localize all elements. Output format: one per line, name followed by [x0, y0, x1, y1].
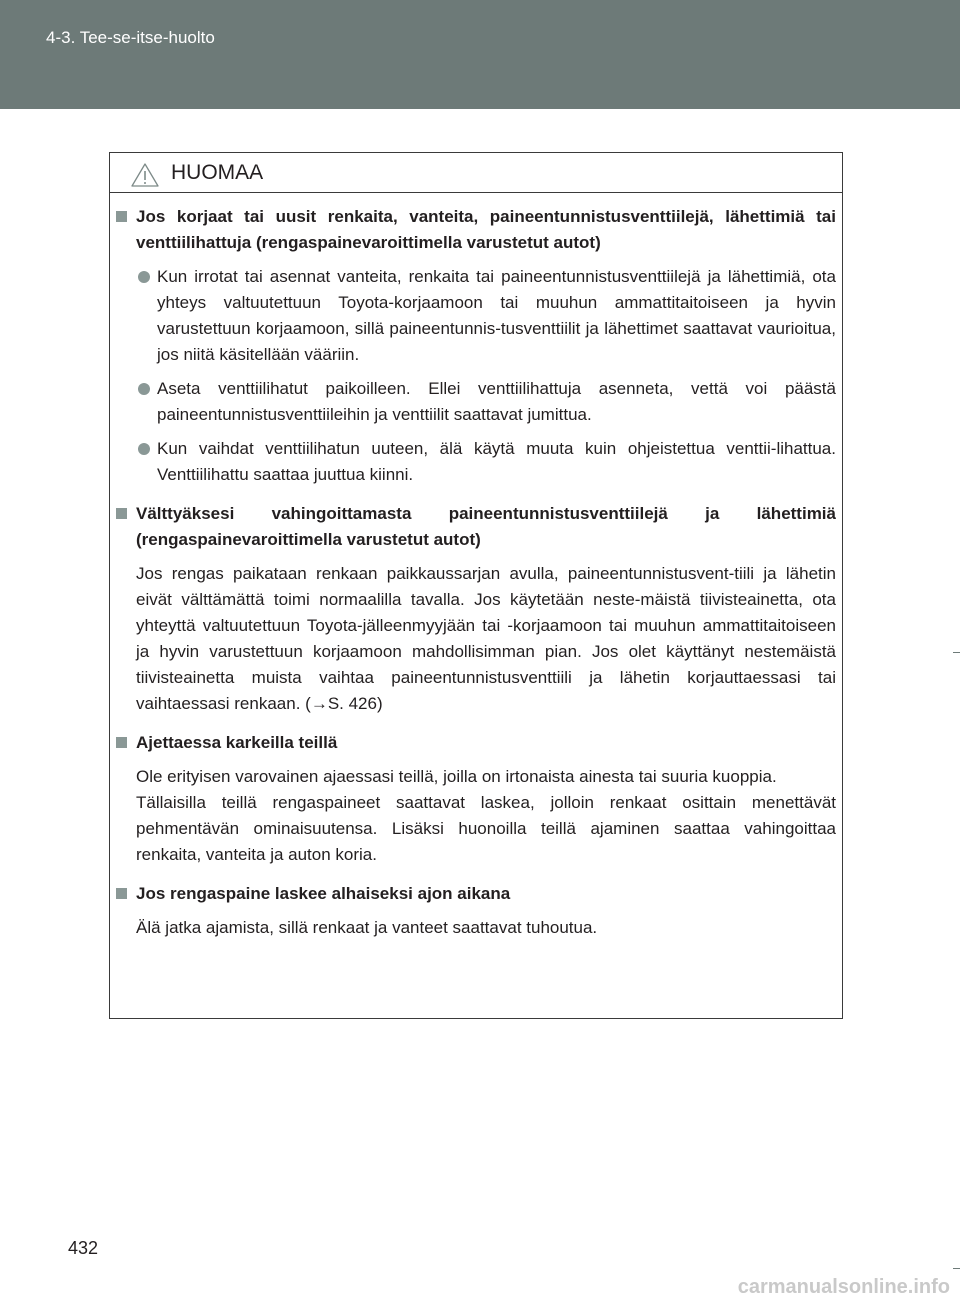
notice-item — [110, 501, 836, 717]
item-paragraph: Älä jatka ajamista, sillä renkaat ja vanteet saattavat tuhoutua. — [136, 918, 598, 937]
item-paragraph: Jos rengas paikataan renkaan paikkaussarjan avulla, paineentunnistusvent-tiili ja lähetin eivät välttämättä toimi normaalilla tavalla. Jos käytetään neste-mäistä tiivisteainetta, ota yhteyttä valtuutettuun Toyota-jälleenmyyjään tai -korjaamoon tai muuhun ammattitaitoiseen ja hyvin varustettuun korjaamoon mahdollisimman pian. Jos olet käyttänyt nestemäistä tiivisteainetta muista vaihtaa paineentunnistusventtiili ja lähetin korjauttaessasi tai vaihtaessasi renkaan. (→S. 426) — [136, 564, 836, 713]
bullet-item — [136, 376, 836, 428]
square-bullet-icon — [116, 737, 127, 748]
notice-header — [110, 153, 842, 193]
round-bullet-icon — [138, 443, 150, 455]
crop-mark — [953, 652, 960, 653]
square-bullet-icon — [116, 888, 127, 899]
notice-item — [110, 204, 836, 488]
notice-item — [110, 881, 836, 941]
notice-body — [110, 193, 842, 941]
round-bullet-icon — [138, 383, 150, 395]
notice-title: HUOMAA — [171, 161, 264, 184]
page-number: 432 — [68, 1238, 99, 1258]
item-title: Jos rengaspaine laskee alhaiseksi ajon aikana — [136, 884, 511, 903]
bullet-text: Kun vaihdat venttiilihatun uuteen, älä käytä muuta kuin ohjeistettua venttii-lihattua. Venttiilihattu saattaa juuttua kiinni. — [157, 439, 836, 484]
item-title: Välttyäksesi vahingoittamasta paineentunnistusventtiilejä ja lähettimiä (rengaspainevaroittimella varustetut autot) — [136, 504, 836, 549]
crop-mark — [953, 36, 960, 37]
warning-triangle-icon — [130, 162, 160, 188]
item-paragraph — [136, 764, 836, 868]
watermark: carmanualsonline.info — [737, 1276, 950, 1298]
square-bullet-icon — [116, 508, 127, 519]
square-bullet-icon — [116, 211, 127, 222]
notice-item — [110, 730, 836, 868]
paragraph-line: Tällaisilla teillä rengaspaineet saattavat laskea, jolloin renkaat osittain menettävät pehmentävän ominaisuutensa. Lisäksi huonoilla teillä ajaminen saattaa vahingoittaa renkaita, vanteita ja auton koria. — [136, 793, 836, 864]
bullet-text: Aseta venttiilihatut paikoilleen. Ellei venttiilihattuja asenneta, vettä voi päästä paineentunnistusventtiileihin ja venttiilit saattavat jumittua. — [157, 379, 836, 424]
crop-mark — [953, 1268, 960, 1269]
item-title: Ajettaessa karkeilla teillä — [136, 733, 338, 752]
bullet-item — [136, 436, 836, 488]
header-band — [0, 0, 960, 109]
paragraph-line: Ole erityisen varovainen ajaessasi teillä, joilla on irtonaista ainesta tai suuria kuoppia. — [136, 767, 777, 786]
bullet-text: Kun irrotat tai asennat vanteita, renkaita tai paineentunnistusventtiilejä ja lähettimiä, ota yhteys valtuutettuun Toyota-korjaamoon tai muuhun ammattitaitoiseen ja hyvin varustettuun korjaamoon, sillä paineentunnis-tusventtiilit ja lähettimet saattavat vaurioitua, jos niitä käsitellään vääriin. — [157, 267, 836, 364]
round-bullet-icon — [138, 271, 150, 283]
section-title: 4-3. Tee-se-itse-huolto — [46, 28, 215, 47]
bullet-item — [136, 264, 836, 368]
notice-box — [109, 152, 843, 1019]
item-title: Jos korjaat tai uusit renkaita, vanteita, paineentunnistusventtiilejä, lähettimiä tai venttiilihattuja (rengaspainevaroittimella varustetut autot) — [136, 207, 836, 252]
